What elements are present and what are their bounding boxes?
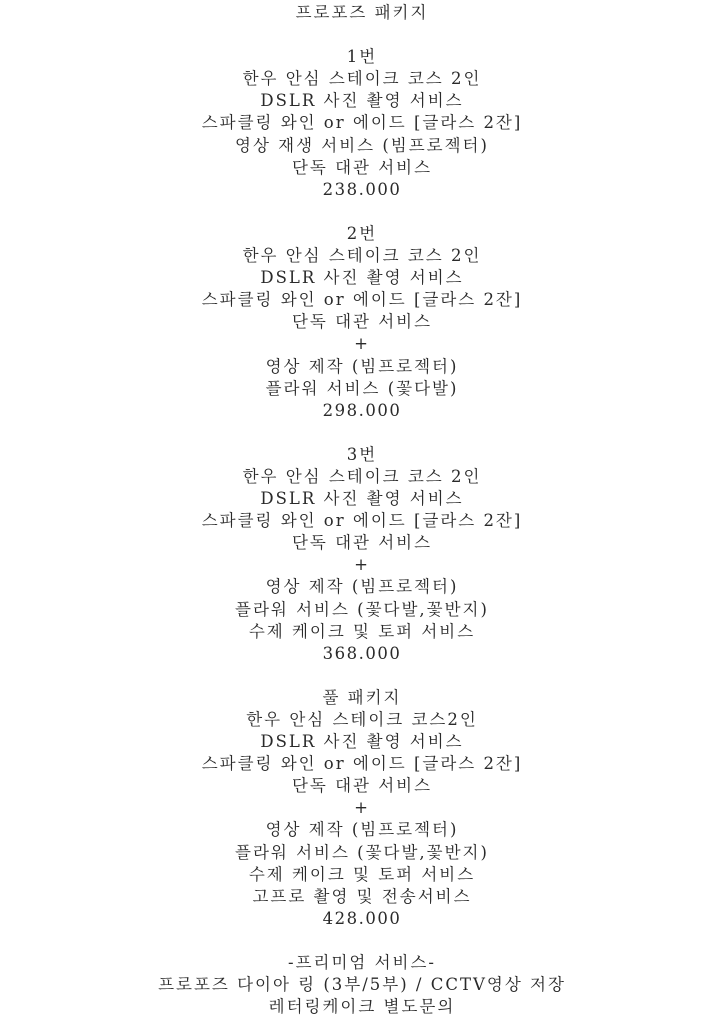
package-name: 1번 (346, 47, 378, 67)
package-item: 영상 제작 (빔프로젝터) (265, 820, 459, 840)
package-item: 스파클링 와인 or 에이드 [글라스 2잔] (201, 290, 523, 310)
page-title: 프로포즈 패키지 (295, 3, 429, 22)
package-item: 한우 안심 스테이크 코스2인 (246, 710, 478, 729)
plus-separator: + (354, 555, 370, 575)
package-item: DSLR 사진 촬영 서비스 (260, 91, 464, 111)
package-price: 238.000 (322, 179, 402, 199)
package-item: 수제 케이크 및 토퍼 서비스 (248, 621, 476, 641)
package-item: 단독 대관 서비스 (291, 157, 433, 177)
package-price: 298.000 (322, 400, 402, 420)
package-item: 한우 안심 스테이크 코스 2인 (242, 246, 482, 266)
package-item: 영상 재생 서비스 (빔프로젝터) (235, 135, 489, 155)
package-item: 스파클링 와인 or 에이드 [글라스 2잔] (201, 113, 523, 133)
premium-line: 레터링케이크 별도문의 (268, 997, 456, 1017)
package-price: 428.000 (322, 908, 402, 928)
package-name: 2번 (346, 223, 378, 243)
package-item: DSLR 사진 촬영 서비스 (260, 489, 464, 509)
package-item: 스파클링 와인 or 에이드 [글라스 2잔] (201, 754, 523, 774)
package-item: DSLR 사진 촬영 서비스 (260, 732, 464, 752)
package-item: 영상 제작 (빔프로젝터) (265, 356, 459, 376)
package-item: 한우 안심 스테이크 코스 2인 (242, 466, 482, 486)
premium-heading: -프리미엄 서비스- (288, 953, 436, 973)
proposal-package-page (0, 2, 724, 1018)
package-item: DSLR 사진 촬영 서비스 (260, 268, 464, 288)
package-item: 플라워 서비스 (꽃다발) (265, 378, 459, 398)
spacer (0, 201, 724, 223)
package-name: 3번 (346, 444, 378, 464)
package-3 (0, 444, 724, 665)
package-item: 단독 대관 서비스 (291, 533, 433, 553)
package-item: 단독 대관 서비스 (291, 312, 433, 332)
package-item: 단독 대관 서비스 (291, 776, 433, 796)
spacer (0, 930, 724, 952)
premium-line: 프로포즈 다이아 링 (3부/5부) / CCTV영상 저장 (158, 975, 566, 995)
package-item: 플라워 서비스 (꽃다발,꽃반지) (235, 599, 489, 619)
plus-separator: + (354, 334, 370, 354)
package-item: 한우 안심 스테이크 코스 2인 (242, 69, 482, 89)
package-item: 플라워 서비스 (꽃다발,꽃반지) (235, 842, 489, 862)
spacer (0, 24, 724, 46)
package-item: 스파클링 와인 or 에이드 [글라스 2잔] (201, 511, 523, 531)
package-1 (0, 46, 724, 201)
plus-separator: + (354, 798, 370, 818)
spacer (0, 422, 724, 444)
package-item: 수제 케이크 및 토퍼 서비스 (248, 864, 476, 884)
package-full (0, 687, 724, 930)
package-item: 고프로 촬영 및 전송서비스 (252, 886, 472, 906)
package-2 (0, 223, 724, 422)
premium-services (0, 952, 724, 1018)
package-name: 풀 패키지 (322, 687, 402, 707)
package-price: 368.000 (322, 643, 402, 663)
package-item: 영상 제작 (빔프로젝터) (265, 577, 459, 597)
spacer (0, 665, 724, 687)
